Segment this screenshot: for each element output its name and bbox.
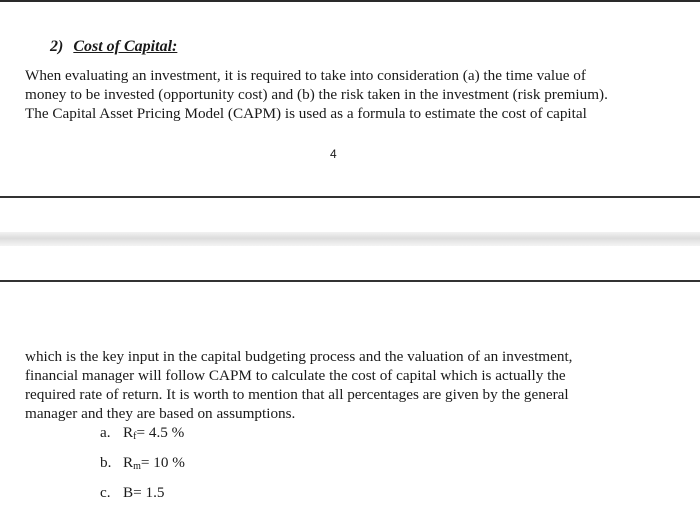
paragraph-line: money to be invested (opportunity cost) and (b) the risk taken in the investment (risk premium). xyxy=(25,86,608,103)
list-item xyxy=(100,483,185,513)
paragraph-line: The Capital Asset Pricing Model (CAPM) is used as a formula to estimate the cost of capital xyxy=(25,105,587,122)
top-border xyxy=(0,0,700,2)
list-marker: a. xyxy=(100,424,111,441)
page-top-edge xyxy=(0,280,700,282)
variable-subscript: m xyxy=(133,461,141,472)
list-marker: c. xyxy=(100,484,111,501)
section-heading xyxy=(50,38,177,56)
paragraph-line: manager and they are based on assumptions. xyxy=(25,405,296,422)
page-number: 4 xyxy=(330,147,337,161)
list-item xyxy=(100,453,185,483)
variable-value: = 4.5 % xyxy=(136,424,185,441)
paragraph-line: financial manager will follow CAPM to calculate the cost of capital which is actually the xyxy=(25,367,566,384)
assumption-list xyxy=(100,423,185,513)
variable-symbol: R xyxy=(123,454,134,471)
list-item xyxy=(100,423,185,453)
paragraph-2 xyxy=(25,347,655,423)
paragraph-line: which is the key input in the capital budgeting process and the valuation of an investment, xyxy=(25,348,573,365)
section-title: Cost of Capital: xyxy=(73,38,178,55)
list-marker: b. xyxy=(100,454,112,471)
page-gap xyxy=(0,232,700,246)
paragraph-1 xyxy=(25,66,655,123)
variable-subscript: f xyxy=(133,431,137,442)
paragraph-line: required rate of return. It is worth to mention that all percentages are given by the general xyxy=(25,386,569,403)
page-bottom-edge xyxy=(0,196,700,198)
paragraph-line: When evaluating an investment, it is required to take into consideration (a) the time value of xyxy=(25,67,586,84)
variable-value: = 1.5 xyxy=(133,484,165,501)
variable-value: = 10 % xyxy=(140,454,185,471)
variable-symbol: B xyxy=(123,484,134,501)
section-number: 2) xyxy=(50,38,64,55)
variable-symbol: R xyxy=(123,424,134,441)
